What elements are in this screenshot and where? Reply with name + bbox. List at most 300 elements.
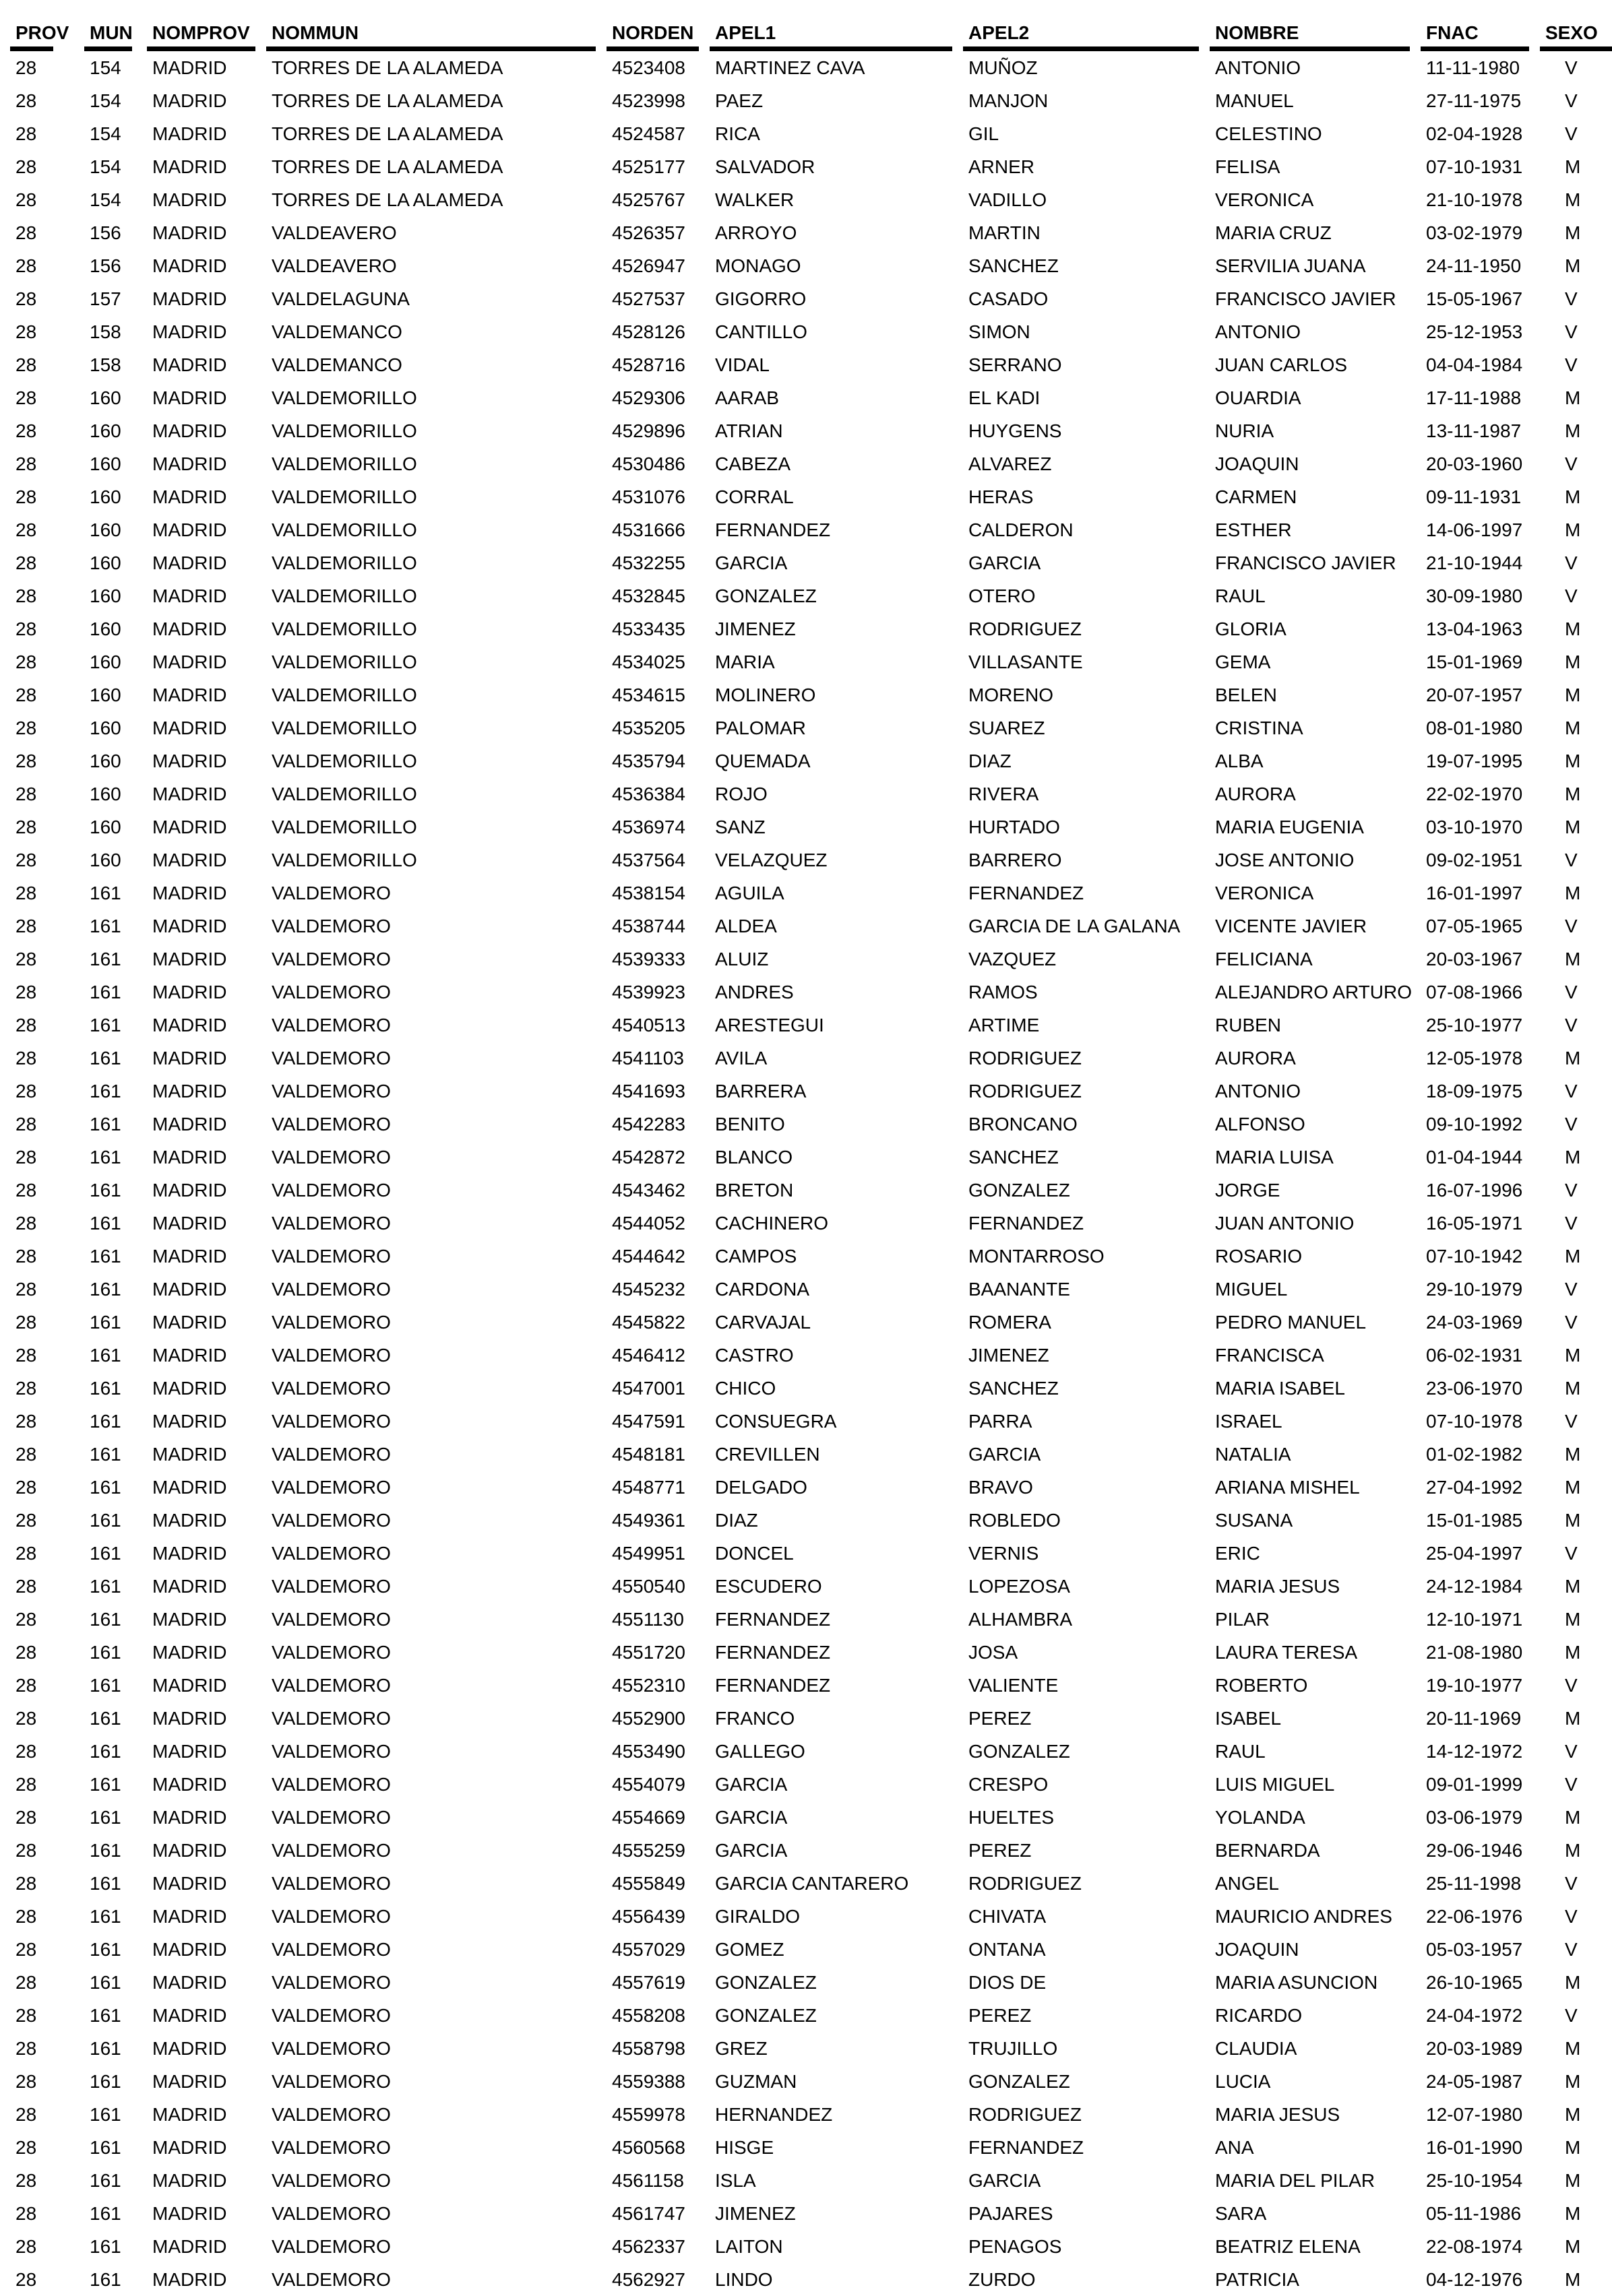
cell-mun: 161 xyxy=(90,1641,121,1663)
cell-prov: 28 xyxy=(16,1740,37,1762)
cell-apel1: CHICO xyxy=(715,1377,776,1399)
cell-apel2: PENAGOS xyxy=(968,2235,1062,2257)
cell-fnac: 29-06-1946 xyxy=(1426,1839,1523,1861)
cell-fnac: 07-05-1965 xyxy=(1426,915,1523,936)
cell-norden: 4534615 xyxy=(612,684,686,705)
cell-nombre: NURIA xyxy=(1215,420,1274,441)
table-row xyxy=(0,2230,1612,2263)
cell-fnac: 24-03-1969 xyxy=(1426,1311,1523,1333)
cell-apel2: GONZALEZ xyxy=(968,1740,1070,1762)
cell-sexo: M xyxy=(1565,486,1581,507)
cell-prov: 28 xyxy=(16,1047,37,1069)
cell-prov: 28 xyxy=(16,1113,37,1135)
cell-norden: 4550540 xyxy=(612,1575,686,1597)
cell-prov: 28 xyxy=(16,1179,37,1201)
cell-nombre: ALEJANDRO ARTURO xyxy=(1215,981,1412,1002)
cell-prov: 28 xyxy=(16,453,37,474)
cell-apel2: ARTIME xyxy=(968,1014,1040,1035)
cell-nombre: ANTONIO xyxy=(1215,57,1301,78)
cell-apel1: GARCIA xyxy=(715,1839,788,1861)
cell-apel2: MARTIN xyxy=(968,222,1041,243)
cell-fnac: 17-11-1988 xyxy=(1426,387,1522,408)
table-row xyxy=(0,810,1612,843)
cell-nomprov: MADRID xyxy=(152,849,227,870)
table-row xyxy=(0,348,1612,381)
cell-apel1: AARAB xyxy=(715,387,779,408)
cell-apel1: GOMEZ xyxy=(715,1938,784,1960)
cell-nommun: TORRES DE LA ALAMEDA xyxy=(272,90,503,111)
cell-sexo: M xyxy=(1565,1971,1581,1993)
cell-apel2: SANCHEZ xyxy=(968,1146,1059,1168)
column-header-norden: NORDEN xyxy=(607,0,710,51)
cell-apel2: ROBLEDO xyxy=(968,1509,1061,1531)
cell-mun: 161 xyxy=(90,1674,121,1696)
cell-mun: 161 xyxy=(90,1311,121,1333)
table-row xyxy=(0,2131,1612,2164)
cell-sexo: V xyxy=(1565,1872,1578,1894)
cell-sexo: M xyxy=(1565,1146,1581,1168)
cell-nombre: AURORA xyxy=(1215,1047,1296,1069)
cell-prov: 28 xyxy=(16,222,37,243)
cell-nommun: VALDEMORO xyxy=(272,2136,391,2158)
cell-mun: 160 xyxy=(90,552,121,573)
cell-sexo: M xyxy=(1565,1344,1581,1366)
cell-nombre: JORGE xyxy=(1215,1179,1280,1201)
cell-fnac: 21-10-1944 xyxy=(1426,552,1523,573)
cell-prov: 28 xyxy=(16,1575,37,1597)
cell-norden: 4562927 xyxy=(612,2268,686,2290)
cell-norden: 4553490 xyxy=(612,1740,686,1762)
cell-fnac: 13-11-1987 xyxy=(1426,420,1522,441)
cell-prov: 28 xyxy=(16,57,37,78)
cell-sexo: M xyxy=(1565,2268,1581,2290)
table-row xyxy=(0,612,1612,645)
table-row xyxy=(0,1702,1612,1735)
cell-nomprov: MADRID xyxy=(152,552,227,573)
cell-norden: 4535794 xyxy=(612,750,686,771)
cell-sexo: M xyxy=(1565,1047,1581,1069)
cell-apel2: MONTARROSO xyxy=(968,1245,1105,1267)
cell-prov: 28 xyxy=(16,2037,37,2059)
cell-nomprov: MADRID xyxy=(152,618,227,639)
cell-norden: 4558798 xyxy=(612,2037,686,2059)
cell-prov: 28 xyxy=(16,1410,37,1432)
cell-nomprov: MADRID xyxy=(152,585,227,606)
cell-norden: 4542872 xyxy=(612,1146,686,1168)
cell-norden: 4526947 xyxy=(612,255,686,276)
cell-nombre: SARA xyxy=(1215,2202,1267,2224)
table-row xyxy=(0,1108,1612,1141)
cell-sexo: M xyxy=(1565,2202,1581,2224)
cell-prov: 28 xyxy=(16,717,37,738)
cell-apel1: CARDONA xyxy=(715,1278,810,1300)
table-row xyxy=(0,1273,1612,1306)
cell-sexo: V xyxy=(1565,915,1578,936)
cell-fnac: 09-10-1992 xyxy=(1426,1113,1523,1135)
cell-fnac: 07-10-1942 xyxy=(1426,1245,1523,1267)
cell-mun: 154 xyxy=(90,57,121,78)
cell-nombre: OUARDIA xyxy=(1215,387,1301,408)
cell-nommun: VALDEMORO xyxy=(272,1674,391,1696)
cell-apel2: RODRIGUEZ xyxy=(968,1047,1082,1069)
cell-nombre: SERVILIA JUANA xyxy=(1215,255,1366,276)
cell-prov: 28 xyxy=(16,1674,37,1696)
cell-prov: 28 xyxy=(16,1509,37,1531)
cell-apel2: RAMOS xyxy=(968,981,1038,1002)
table-row xyxy=(0,2065,1612,2098)
cell-sexo: M xyxy=(1565,189,1581,210)
table-row xyxy=(0,1339,1612,1372)
cell-apel1: GARCIA xyxy=(715,552,788,573)
cell-norden: 4554669 xyxy=(612,1806,686,1828)
cell-mun: 154 xyxy=(90,189,121,210)
cell-apel2: VILLASANTE xyxy=(968,651,1083,672)
cell-apel1: MONAGO xyxy=(715,255,801,276)
cell-apel2: SANCHEZ xyxy=(968,255,1059,276)
cell-fnac: 15-01-1969 xyxy=(1426,651,1523,672)
cell-prov: 28 xyxy=(16,552,37,573)
cell-fnac: 07-10-1931 xyxy=(1426,156,1523,177)
cell-norden: 4534025 xyxy=(612,651,686,672)
cell-nombre: GEMA xyxy=(1215,651,1271,672)
cell-sexo: M xyxy=(1565,948,1581,969)
cell-norden: 4561158 xyxy=(612,2169,684,2191)
cell-apel1: CONSUEGRA xyxy=(715,1410,837,1432)
cell-nommun: VALDEMORILLO xyxy=(272,519,417,540)
cell-nombre: RICARDO xyxy=(1215,2004,1303,2026)
cell-prov: 28 xyxy=(16,1443,37,1465)
cell-nombre: CRISTINA xyxy=(1215,717,1303,738)
cell-nomprov: MADRID xyxy=(152,1344,227,1366)
cell-norden: 4556439 xyxy=(612,1905,686,1927)
cell-norden: 4531666 xyxy=(612,519,686,540)
cell-nombre: ALBA xyxy=(1215,750,1264,771)
cell-mun: 161 xyxy=(90,1509,121,1531)
cell-apel2: SUAREZ xyxy=(968,717,1045,738)
cell-mun: 161 xyxy=(90,2004,121,2026)
cell-sexo: M xyxy=(1565,2235,1581,2257)
column-header-sexo: SEXO xyxy=(1540,0,1612,51)
cell-apel2: GARCIA xyxy=(968,552,1041,573)
cell-nommun: VALDEMORILLO xyxy=(272,750,417,771)
cell-mun: 161 xyxy=(90,1344,121,1366)
cell-sexo: M xyxy=(1565,2136,1581,2158)
cell-mun: 161 xyxy=(90,2268,121,2290)
cell-nomprov: MADRID xyxy=(152,1806,227,1828)
cell-fnac: 06-02-1931 xyxy=(1426,1344,1523,1366)
cell-nommun: VALDEMORO xyxy=(272,2268,391,2290)
cell-mun: 161 xyxy=(90,1905,121,1927)
cell-prov: 28 xyxy=(16,1839,37,1861)
cell-mun: 156 xyxy=(90,255,121,276)
cell-fnac: 22-08-1974 xyxy=(1426,2235,1523,2257)
cell-nomprov: MADRID xyxy=(152,1938,227,1960)
table-row xyxy=(0,843,1612,876)
cell-apel2: RODRIGUEZ xyxy=(968,1080,1082,1102)
cell-nomprov: MADRID xyxy=(152,453,227,474)
cell-fnac: 19-10-1977 xyxy=(1426,1674,1523,1696)
cell-norden: 4559978 xyxy=(612,2103,686,2125)
cell-nombre: BERNARDA xyxy=(1215,1839,1320,1861)
cell-prov: 28 xyxy=(16,618,37,639)
cell-nomprov: MADRID xyxy=(152,915,227,936)
cell-nombre: RAUL xyxy=(1215,585,1266,606)
cell-nomprov: MADRID xyxy=(152,1113,227,1135)
cell-fnac: 25-10-1977 xyxy=(1426,1014,1523,1035)
cell-nombre: BELEN xyxy=(1215,684,1277,705)
cell-fnac: 03-06-1979 xyxy=(1426,1806,1523,1828)
cell-apel1: GUZMAN xyxy=(715,2070,797,2092)
table-row xyxy=(0,1570,1612,1603)
cell-sexo: V xyxy=(1565,1179,1578,1201)
cell-sexo: M xyxy=(1565,1575,1581,1597)
cell-apel2: JIMENEZ xyxy=(968,1344,1049,1366)
cell-nomprov: MADRID xyxy=(152,1707,227,1729)
cell-nommun: VALDEMORO xyxy=(272,1542,391,1564)
cell-sexo: M xyxy=(1565,1707,1581,1729)
cell-mun: 161 xyxy=(90,1872,121,1894)
column-header-nomprov: NOMPROV xyxy=(147,0,266,51)
cell-apel1: BLANCO xyxy=(715,1146,793,1168)
table-row xyxy=(0,2263,1612,2296)
cell-nommun: VALDEMORO xyxy=(272,2037,391,2059)
cell-nommun: VALDEMORO xyxy=(272,1773,391,1795)
cell-sexo: V xyxy=(1565,849,1578,870)
cell-prov: 28 xyxy=(16,783,37,804)
cell-apel1: MARIA xyxy=(715,651,775,672)
cell-nommun: VALDEMORO xyxy=(272,2235,391,2257)
cell-nomprov: MADRID xyxy=(152,882,227,903)
cell-nomprov: MADRID xyxy=(152,519,227,540)
cell-sexo: M xyxy=(1565,2169,1581,2191)
cell-nomprov: MADRID xyxy=(152,1542,227,1564)
cell-fnac: 05-03-1957 xyxy=(1426,1938,1523,1960)
cell-fnac: 20-03-1967 xyxy=(1426,948,1523,969)
table-row xyxy=(0,1933,1612,1966)
cell-sexo: V xyxy=(1565,354,1578,375)
cell-nommun: VALDEMORO xyxy=(272,1245,391,1267)
table-row xyxy=(0,1372,1612,1405)
cell-nombre: FRANCISCA xyxy=(1215,1344,1324,1366)
cell-prov: 28 xyxy=(16,189,37,210)
cell-nommun: VALDEMORO xyxy=(272,2169,391,2191)
cell-nombre: ROBERTO xyxy=(1215,1674,1308,1696)
cell-norden: 4541103 xyxy=(612,1047,684,1069)
cell-fnac: 03-10-1970 xyxy=(1426,816,1523,837)
cell-nomprov: MADRID xyxy=(152,420,227,441)
cell-nomprov: MADRID xyxy=(152,2037,227,2059)
cell-nomprov: MADRID xyxy=(152,1971,227,1993)
cell-nomprov: MADRID xyxy=(152,1872,227,1894)
cell-nommun: VALDEMORO xyxy=(272,1740,391,1762)
cell-nombre: VICENTE JAVIER xyxy=(1215,915,1367,936)
cell-sexo: M xyxy=(1565,1377,1581,1399)
cell-nomprov: MADRID xyxy=(152,750,227,771)
cell-prov: 28 xyxy=(16,1707,37,1729)
cell-nomprov: MADRID xyxy=(152,1905,227,1927)
cell-norden: 4545232 xyxy=(612,1278,686,1300)
cell-apel2: CALDERON xyxy=(968,519,1074,540)
cell-apel2: BAANANTE xyxy=(968,1278,1070,1300)
cell-apel2: HERAS xyxy=(968,486,1034,507)
cell-norden: 4537564 xyxy=(612,849,686,870)
cell-nommun: TORRES DE LA ALAMEDA xyxy=(272,123,503,144)
cell-nommun: VALDEMORO xyxy=(272,2070,391,2092)
cell-apel1: GREZ xyxy=(715,2037,768,2059)
cell-norden: 4543462 xyxy=(612,1179,686,1201)
cell-nombre: MIGUEL xyxy=(1215,1278,1288,1300)
cell-apel2: ONTANA xyxy=(968,1938,1046,1960)
cell-nombre: ANTONIO xyxy=(1215,1080,1301,1102)
table-row xyxy=(0,579,1612,612)
table-row xyxy=(0,117,1612,150)
cell-mun: 161 xyxy=(90,2136,121,2158)
cell-fnac: 22-06-1976 xyxy=(1426,1905,1523,1927)
cell-apel1: VIDAL xyxy=(715,354,770,375)
cell-nomprov: MADRID xyxy=(152,354,227,375)
cell-apel2: CASADO xyxy=(968,288,1049,309)
cell-nombre: MARIA DEL PILAR xyxy=(1215,2169,1375,2191)
cell-fnac: 25-11-1998 xyxy=(1426,1872,1522,1894)
cell-mun: 161 xyxy=(90,915,121,936)
cell-nomprov: MADRID xyxy=(152,255,227,276)
cell-nommun: VALDEMORO xyxy=(272,1311,391,1333)
cell-mun: 160 xyxy=(90,453,121,474)
cell-nomprov: MADRID xyxy=(152,717,227,738)
cell-nomprov: MADRID xyxy=(152,1740,227,1762)
table-row xyxy=(0,744,1612,777)
cell-sexo: M xyxy=(1565,519,1581,540)
cell-nommun: VALDEMORO xyxy=(272,1608,391,1630)
cell-apel1: FERNANDEZ xyxy=(715,1641,831,1663)
cell-nombre: MARIA EUGENIA xyxy=(1215,816,1364,837)
cell-sexo: M xyxy=(1565,1839,1581,1861)
cell-nombre: LUIS MIGUEL xyxy=(1215,1773,1335,1795)
cell-mun: 160 xyxy=(90,387,121,408)
table-row xyxy=(0,943,1612,976)
cell-prov: 28 xyxy=(16,255,37,276)
cell-prov: 28 xyxy=(16,1212,37,1234)
table-row xyxy=(0,876,1612,910)
table-row xyxy=(0,910,1612,943)
cell-nommun: VALDELAGUNA xyxy=(272,288,410,309)
cell-apel1: ROJO xyxy=(715,783,768,804)
cell-apel1: DONCEL xyxy=(715,1542,794,1564)
cell-apel1: ANDRES xyxy=(715,981,794,1002)
cell-fnac: 08-01-1980 xyxy=(1426,717,1523,738)
cell-nomprov: MADRID xyxy=(152,948,227,969)
cell-apel1: GIRALDO xyxy=(715,1905,801,1927)
cell-apel1: ATRIAN xyxy=(715,420,783,441)
cell-prov: 28 xyxy=(16,585,37,606)
cell-mun: 157 xyxy=(90,288,121,309)
table-row xyxy=(0,1801,1612,1834)
cell-sexo: M xyxy=(1565,750,1581,771)
cell-fnac: 25-04-1997 xyxy=(1426,1542,1523,1564)
table-row xyxy=(0,480,1612,513)
cell-nommun: VALDEMORO xyxy=(272,1971,391,1993)
table-row xyxy=(0,1768,1612,1801)
cell-nommun: VALDEMORILLO xyxy=(272,552,417,573)
cell-apel1: GALLEGO xyxy=(715,1740,805,1762)
cell-norden: 4524587 xyxy=(612,123,686,144)
cell-nombre: ALFONSO xyxy=(1215,1113,1305,1135)
cell-nomprov: MADRID xyxy=(152,1674,227,1696)
table-row xyxy=(0,249,1612,282)
cell-nommun: VALDEMORO xyxy=(272,948,391,969)
cell-fnac: 16-07-1996 xyxy=(1426,1179,1523,1201)
cell-nomprov: MADRID xyxy=(152,981,227,1002)
cell-prov: 28 xyxy=(16,387,37,408)
cell-nomprov: MADRID xyxy=(152,1608,227,1630)
cell-nommun: VALDEMORO xyxy=(272,1410,391,1432)
cell-sexo: M xyxy=(1565,1509,1581,1531)
cell-apel1: LAITON xyxy=(715,2235,783,2257)
cell-nommun: VALDEMORILLO xyxy=(272,717,417,738)
cell-apel1: ARESTEGUI xyxy=(715,1014,824,1035)
cell-norden: 4562337 xyxy=(612,2235,686,2257)
cell-norden: 4541693 xyxy=(612,1080,686,1102)
cell-mun: 156 xyxy=(90,222,121,243)
cell-nomprov: MADRID xyxy=(152,1773,227,1795)
cell-nombre: MARIA ASUNCION xyxy=(1215,1971,1378,1993)
cell-norden: 4526357 xyxy=(612,222,686,243)
cell-apel1: HERNANDEZ xyxy=(715,2103,833,2125)
cell-apel1: ISLA xyxy=(715,2169,756,2191)
cell-fnac: 01-04-1944 xyxy=(1426,1146,1523,1168)
cell-apel2: GONZALEZ xyxy=(968,1179,1070,1201)
cell-fnac: 07-10-1978 xyxy=(1426,1410,1523,1432)
table-row xyxy=(0,1999,1612,2032)
cell-mun: 161 xyxy=(90,1245,121,1267)
cell-prov: 28 xyxy=(16,1014,37,1035)
table-row xyxy=(0,1141,1612,1174)
cell-mun: 161 xyxy=(90,1575,121,1597)
cell-sexo: V xyxy=(1565,123,1578,144)
table-row xyxy=(0,1966,1612,1999)
cell-norden: 4547001 xyxy=(612,1377,686,1399)
cell-prov: 28 xyxy=(16,915,37,936)
cell-norden: 4528716 xyxy=(612,354,686,375)
cell-norden: 4544642 xyxy=(612,1245,686,1267)
cell-mun: 161 xyxy=(90,1179,121,1201)
cell-prov: 28 xyxy=(16,90,37,111)
cell-mun: 161 xyxy=(90,1476,121,1498)
cell-nomprov: MADRID xyxy=(152,1014,227,1035)
cell-apel2: RODRIGUEZ xyxy=(968,2103,1082,2125)
cell-sexo: V xyxy=(1565,552,1578,573)
cell-mun: 161 xyxy=(90,1410,121,1432)
cell-prov: 28 xyxy=(16,1146,37,1168)
cell-mun: 158 xyxy=(90,354,121,375)
cell-apel1: FERNANDEZ xyxy=(715,1608,831,1630)
cell-nommun: VALDEAVERO xyxy=(272,222,397,243)
cell-nombre: CELESTINO xyxy=(1215,123,1322,144)
cell-nommun: VALDEMORO xyxy=(272,1377,391,1399)
cell-mun: 154 xyxy=(90,90,121,111)
cell-apel1: DIAZ xyxy=(715,1509,758,1531)
cell-mun: 161 xyxy=(90,1773,121,1795)
cell-apel2: HURTADO xyxy=(968,816,1060,837)
column-header-nommun: NOMMUN xyxy=(266,0,607,51)
cell-norden: 4528126 xyxy=(612,321,686,342)
cell-nommun: VALDEMORO xyxy=(272,1212,391,1234)
cell-fnac: 25-10-1954 xyxy=(1426,2169,1523,2191)
cell-norden: 4530486 xyxy=(612,453,686,474)
cell-mun: 160 xyxy=(90,651,121,672)
table-row xyxy=(0,645,1612,678)
cell-sexo: V xyxy=(1565,1773,1578,1795)
